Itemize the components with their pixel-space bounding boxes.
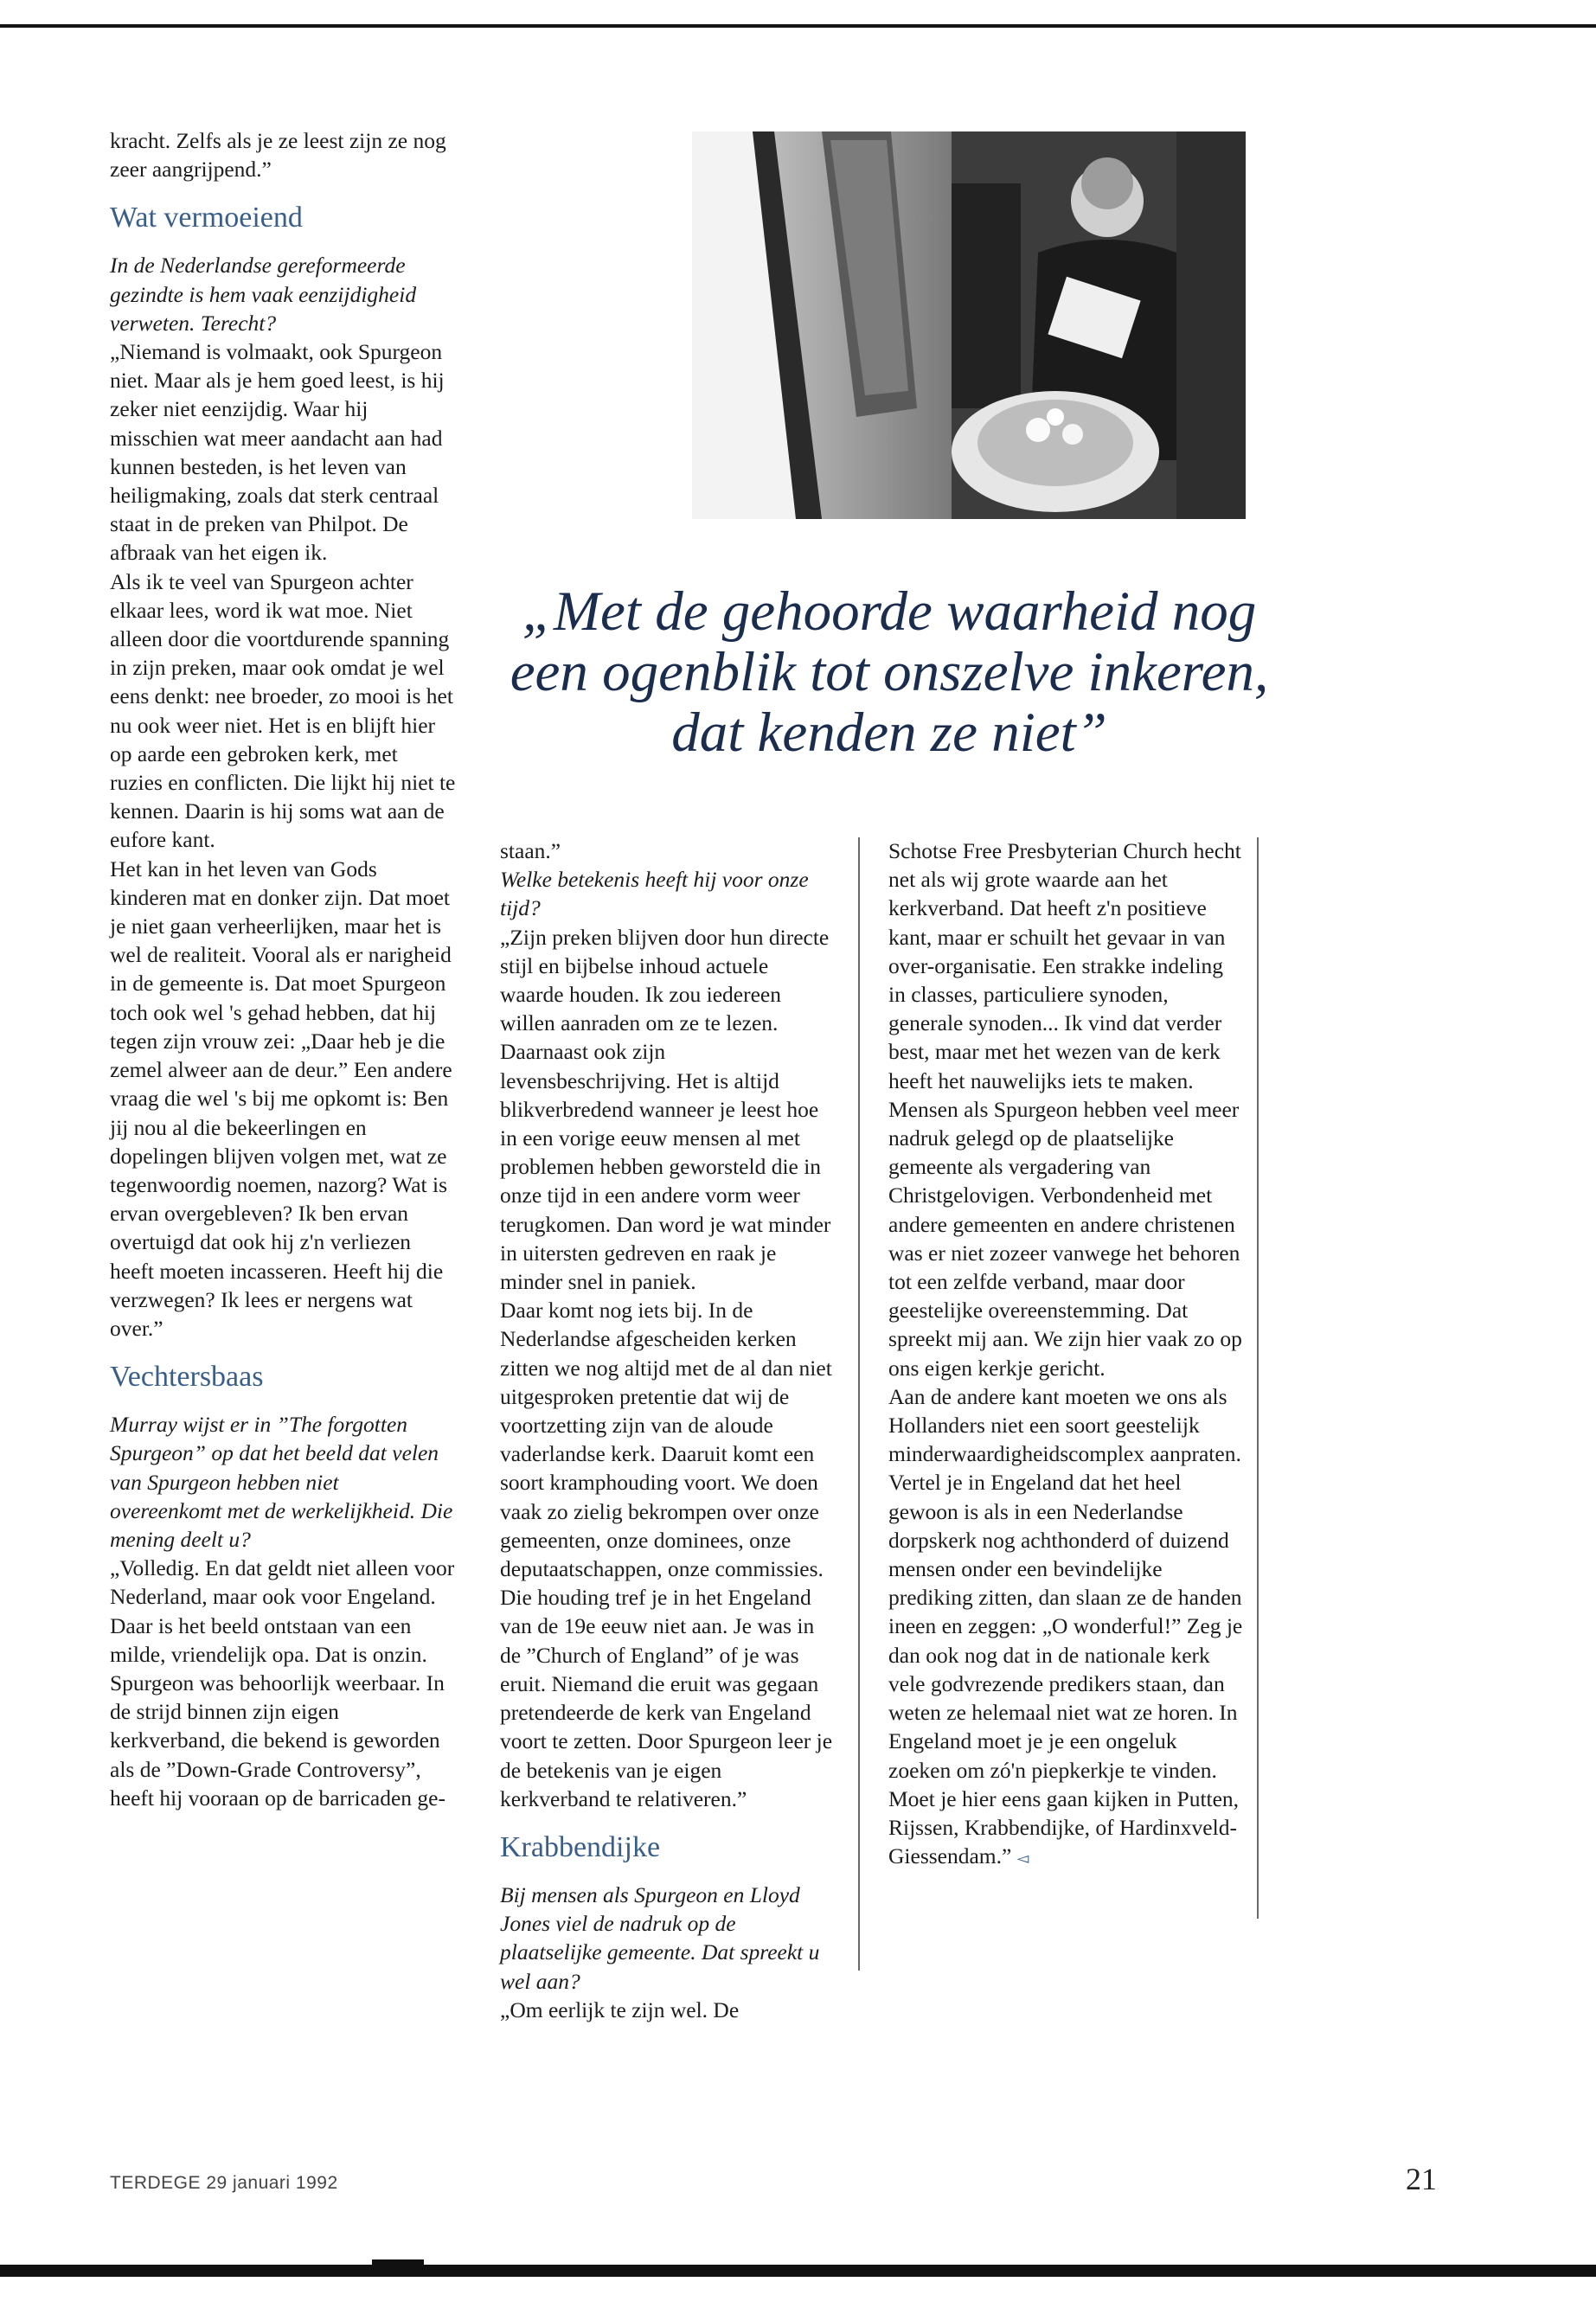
paragraph: Schotse Free Presbyterian Church hecht net als wij grote waarde aan het kerkverband. Dat heeft z'n positieve kant, maar er schuilt het gevaar in van over-organisatie. Een strakke indeling in classes, particuliere synoden, generale synoden... Ik vind dat verder best, maar met het wezen van de kerk heeft het nauwelijks iets te maken. xyxy=(888,838,1241,1093)
column-divider xyxy=(858,837,860,1971)
portrait-photo xyxy=(692,131,1246,519)
section-heading-wat-vermoeiend: Wat vermoeiend xyxy=(110,202,303,234)
article-column-1 xyxy=(110,126,456,1812)
paragraph: „Om eerlijk te zijn wel. De xyxy=(500,1997,740,2022)
page-footer xyxy=(110,2173,338,2194)
interview-question: In de Nederlandse gereformeerde gezindte is hem vaak eenzijdigheid verweten. Terecht? xyxy=(110,253,417,336)
paragraph: Als ik te veel van Spurgeon achter elkaar lees, word ik wat moe. Niet alleen door die voortdurende spanning in zijn preken, maar ook omdat je wel eens denkt: nee broeder, zo mooi is het nu ook weer niet. Het is en blijft hier op aarde een gebroken kerk, met ruzies en conflicten. Die lijkt hij niet te kennen. Daarin is hij soms wat aan de eufore kant. xyxy=(110,568,456,853)
page-number: 21 xyxy=(1406,2162,1437,2196)
paragraph: Mensen als Spurgeon hebben veel meer nadruk gelegd op de plaatselijke gemeente als vergadering van Christgelovigen. Verbondenheid met andere gemeenten en andere christenen was er niet zozeer vanwege het behoren tot een zelfde verband, maar door geestelijke overeenstemming. Dat spreekt mij aan. We zijn hier vaak zo op ons eigen kerkje gericht. xyxy=(888,1096,1242,1381)
interview-question: Bij mensen als Spurgeon en Lloyd Jones viel de nadruk op de plaatselijke gemeente. Dat spreekt u wel aan? xyxy=(500,1881,820,1994)
interview-question: Welke betekenis heeft hij voor onze tijd? xyxy=(500,867,809,921)
interview-question: Murray wijst er in ”The forgotten Spurgeon” op dat het beeld dat velen van Spurgeon hebben niet overeenkomt met de werkelijkheid. Die mening deelt u? xyxy=(110,1412,453,1552)
paragraph: Daar komt nog iets bij. In de Nederlandse afgescheiden kerken zitten we nog altijd met de al dan niet uitgesproken pretentie dat wij de voortzetting zijn van de aloude vaderlandse kerk. Daaruit komt een soort kramphouding voort. We doen vaak zo zielig bekrompen over onze gemeenten, onze dominees, onze deputaatschappen, onze commissies. Die houding tref je in het Engeland van de 19e eeuw niet aan. Je was in de ”Church of England” of je was eruit. Niemand die eruit was gegaan pretendeerde de kerk van Engeland voort te zetten. Door Spurgeon leer je de betekenis van je eigen kerkverband te relativeren.” xyxy=(500,1298,833,1811)
paragraph: „Zijn preken blijven door hun directe stijl en bijbelse inhoud actuele waarde houden. Ik zou iedereen willen aanraden om ze te lezen. Daarnaast ook zijn levensbeschrijving. Het is altijd blikverbredend wanneer je leest hoe in een vorige eeuw mensen al met problemen hebben geworsteld die in onze tijd in een andere vorm weer terugkomen. Dan word je wat minder in uitersten gedreven en raak je minder snel in paniek. xyxy=(500,924,831,1295)
section-heading-vechtersbaas: Vechtersbaas xyxy=(110,1361,264,1394)
paragraph: staan.” xyxy=(500,838,561,863)
top-rule xyxy=(0,24,1596,28)
paragraph xyxy=(888,1382,1243,1873)
section-heading-krabbendijke: Krabbendijke xyxy=(500,1830,661,1863)
paragraph: „Niemand is volmaakt, ook Spurgeon niet. Maar als je hem goed leest, is hij zeker niet eenzijdig. Waar hij misschien wat meer aandacht aan had kunnen besteden, is het leven van heiligmaking, zoals dat sterk centraal staat in de preken van Philpot. De afbraak van het eigen ik. xyxy=(110,339,445,566)
paragraph: Het kan in het leven van Gods kinderen mat en donker zijn. Dat moet je niet gaan verheerlijken, maar het is wel de realiteit. Vooral als er narigheid in de gemeente is. Dat moet Spurgeon toch ook wel 's gehad hebben, dat hij tegen zijn vrouw zei: „Daar heb je die zemel alweer aan de deur.” Een andere vraag die wel 's bij me opkomt is: Ben jij nou al die bekeerlingen en dopelingen blijven volgen met, wat ze tegenwoordig noemen, nazorg? Wat is ervan overgebleven? Ik ben ervan overtuigd dat ook hij z'n verliezen heeft moeten incasseren. Heeft hij die verzwegen? Ik lees er nergens wat over.” xyxy=(110,856,452,1341)
bottom-rule xyxy=(0,2265,1596,2277)
paragraph: kracht. Zelfs als je ze leest zijn ze nog zeer aangrijpend.” xyxy=(110,128,446,183)
photo-illustration xyxy=(692,131,1246,519)
paragraph: „Volledig. En dat geldt niet alleen voor Nederland, maar ook voor Engeland. Daar is het beeld ontstaan van een milde, vriendelijk opa. Dat is onzin. Spurgeon was behoorlijk weerbaar. In de strijd binnen zijn eigen kerkverband, die bekend is geworden als de ”Down-Grade Controversy”, heeft hij vooraan op de barricaden ge- xyxy=(110,1555,455,1811)
column-divider xyxy=(1257,837,1259,1919)
publication-name: TERDEGE xyxy=(110,2173,202,2193)
issue-date: 29 januari 1992 xyxy=(206,2173,338,2193)
pull-quote: „Met de gehoorde waarheid nog een ogenblik tot onszelve inkeren, dat kenden ze niet” xyxy=(510,580,1269,764)
paragraph-text: Aan de andere kant moeten we ons als Hollanders niet een soort geestelijk minderwaardigheidscomplex aanpraten. Vertel je in Engeland dat het heel gewoon is als in een Nederlandse dorpskerk nog achthonderd of duizend mensen onder een bevindelijke prediking zitten, dan slaan ze de handen ineen en zeggen: „O wonderful!” Zeg je dan ook nog dat in de nationale kerk vele godvrezende predikers staan, dan weten ze helemaal niet wat ze horen. In Engeland moet je je een ongeluk zoeken om zó'n piepkerkje te vinden. Moet je hier eens gaan kijken in Putten, Rijssen, Krabbendijke, of Hardinxveld-Giessendam.” xyxy=(888,1383,1243,1869)
end-of-article-icon: ◅ xyxy=(1016,1849,1029,1868)
article-column-3 xyxy=(888,836,1243,1873)
article-column-2 xyxy=(500,836,837,2024)
